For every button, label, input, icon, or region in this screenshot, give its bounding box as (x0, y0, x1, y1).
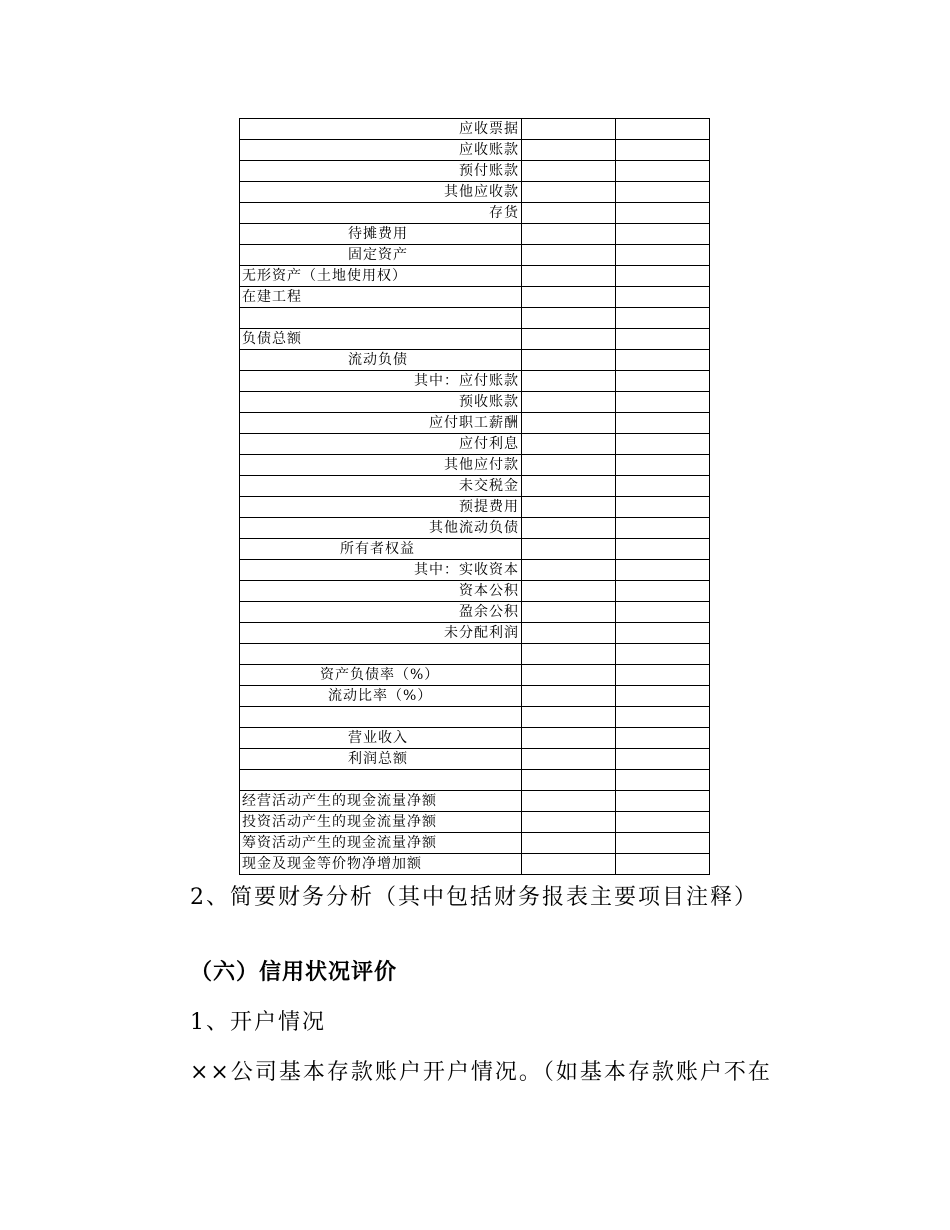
value-cell-1 (522, 434, 616, 455)
value-cell-1 (522, 749, 616, 770)
value-cell-1 (522, 287, 616, 308)
row-label: 筹资活动产生的现金流量净额 (240, 833, 522, 854)
row-label: 经营活动产生的现金流量净额 (240, 791, 522, 812)
value-cell-1 (522, 539, 616, 560)
table-row (240, 623, 710, 644)
row-label: 未交税金 (240, 476, 522, 497)
value-cell-2 (616, 812, 710, 833)
value-cell-1 (522, 812, 616, 833)
financial-analysis-heading: 2、简要财务分析（其中包括财务报表主要项目注释） (190, 885, 758, 910)
value-cell-1 (522, 497, 616, 518)
value-cell-2 (616, 581, 710, 602)
row-label: 利润总额 (240, 749, 522, 770)
table-row (240, 812, 710, 833)
value-cell-2 (616, 644, 710, 665)
row-label: 应付利息 (240, 434, 522, 455)
table-row (240, 287, 710, 308)
row-label: 预提费用 (240, 497, 522, 518)
table-row (240, 413, 710, 434)
value-cell-2 (616, 833, 710, 854)
table-row (240, 854, 710, 875)
value-cell-1 (522, 833, 616, 854)
value-cell-2 (616, 182, 710, 203)
row-label: 预收账款 (240, 392, 522, 413)
account-opening-heading: 1、开户情况 (190, 1010, 326, 1035)
value-cell-1 (522, 455, 616, 476)
row-label: 现金及现金等价物净增加额 (240, 854, 522, 875)
value-cell-1 (522, 644, 616, 665)
table-row (240, 644, 710, 665)
row-label: 在建工程 (240, 287, 522, 308)
value-cell-1 (522, 329, 616, 350)
value-cell-2 (616, 371, 710, 392)
value-cell-1 (522, 392, 616, 413)
table-row (240, 539, 710, 560)
row-label: 营业收入 (240, 728, 522, 749)
value-cell-1 (522, 518, 616, 539)
value-cell-1 (522, 266, 616, 287)
value-cell-2 (616, 161, 710, 182)
row-label: 资本公积 (240, 581, 522, 602)
value-cell-1 (522, 413, 616, 434)
value-cell-2 (616, 791, 710, 812)
row-label: 预付账款 (240, 161, 522, 182)
row-label (240, 707, 522, 728)
value-cell-2 (616, 266, 710, 287)
value-cell-2 (616, 518, 710, 539)
value-cell-1 (522, 182, 616, 203)
row-label (240, 770, 522, 791)
value-cell-1 (522, 728, 616, 749)
value-cell-1 (522, 854, 616, 875)
value-cell-1 (522, 770, 616, 791)
table-row (240, 833, 710, 854)
value-cell-1 (522, 665, 616, 686)
row-label: 无形资产（土地使用权） (240, 266, 522, 287)
table-row (240, 350, 710, 371)
value-cell-2 (616, 350, 710, 371)
table-row (240, 770, 710, 791)
table-row (240, 371, 710, 392)
table-row (240, 749, 710, 770)
table-row (240, 182, 710, 203)
table-row (240, 602, 710, 623)
value-cell-1 (522, 245, 616, 266)
row-label: 流动比率（%） (240, 686, 522, 707)
table-row (240, 266, 710, 287)
value-cell-1 (522, 203, 616, 224)
table-row (240, 707, 710, 728)
table-row (240, 665, 710, 686)
account-opening-body: ××公司基本存款账户开户情况。（如基本存款账户不在 (190, 1060, 772, 1085)
row-label: 盈余公积 (240, 602, 522, 623)
value-cell-2 (616, 203, 710, 224)
table-row (240, 791, 710, 812)
value-cell-1 (522, 119, 616, 140)
table-row (240, 434, 710, 455)
value-cell-1 (522, 161, 616, 182)
value-cell-2 (616, 245, 710, 266)
value-cell-2 (616, 413, 710, 434)
value-cell-1 (522, 581, 616, 602)
table-row (240, 161, 710, 182)
row-label (240, 308, 522, 329)
value-cell-1 (522, 707, 616, 728)
value-cell-2 (616, 560, 710, 581)
value-cell-2 (616, 623, 710, 644)
value-cell-1 (522, 602, 616, 623)
row-label: 投资活动产生的现金流量净额 (240, 812, 522, 833)
table-row (240, 476, 710, 497)
row-label: 负债总额 (240, 329, 522, 350)
value-cell-1 (522, 371, 616, 392)
value-cell-2 (616, 770, 710, 791)
value-cell-2 (616, 392, 710, 413)
row-label: 其中：实收资本 (240, 560, 522, 581)
value-cell-2 (616, 728, 710, 749)
value-cell-1 (522, 476, 616, 497)
table-row (240, 140, 710, 161)
value-cell-2 (616, 497, 710, 518)
value-cell-2 (616, 749, 710, 770)
row-label: 应收账款 (240, 140, 522, 161)
table-row (240, 245, 710, 266)
table-row (240, 119, 710, 140)
financial-table (239, 118, 710, 875)
row-label: 未分配利润 (240, 623, 522, 644)
value-cell-2 (616, 686, 710, 707)
table-row (240, 728, 710, 749)
value-cell-2 (616, 224, 710, 245)
value-cell-2 (616, 455, 710, 476)
table-row (240, 686, 710, 707)
row-label: 待摊费用 (240, 224, 522, 245)
row-label: 其他应付款 (240, 455, 522, 476)
value-cell-2 (616, 308, 710, 329)
value-cell-1 (522, 350, 616, 371)
value-cell-2 (616, 140, 710, 161)
table-row (240, 455, 710, 476)
value-cell-1 (522, 224, 616, 245)
value-cell-2 (616, 287, 710, 308)
table-row (240, 560, 710, 581)
table-row (240, 581, 710, 602)
value-cell-2 (616, 119, 710, 140)
value-cell-1 (522, 308, 616, 329)
row-label: 其他应收款 (240, 182, 522, 203)
value-cell-1 (522, 791, 616, 812)
row-label: 其他流动负债 (240, 518, 522, 539)
value-cell-2 (616, 854, 710, 875)
value-cell-2 (616, 539, 710, 560)
financial-table-body (240, 119, 710, 875)
table-row (240, 518, 710, 539)
row-label: 应付职工薪酬 (240, 413, 522, 434)
value-cell-2 (616, 707, 710, 728)
value-cell-2 (616, 434, 710, 455)
table-row (240, 497, 710, 518)
row-label: 存货 (240, 203, 522, 224)
table-row (240, 392, 710, 413)
table-row (240, 224, 710, 245)
value-cell-2 (616, 665, 710, 686)
row-label: 流动负债 (240, 350, 522, 371)
row-label: 所有者权益 (240, 539, 522, 560)
value-cell-1 (522, 686, 616, 707)
table-row (240, 329, 710, 350)
row-label: 应收票据 (240, 119, 522, 140)
row-label: 资产负债率（%） (240, 665, 522, 686)
value-cell-2 (616, 476, 710, 497)
row-label (240, 644, 522, 665)
value-cell-2 (616, 329, 710, 350)
value-cell-1 (522, 623, 616, 644)
table-row (240, 308, 710, 329)
row-label: 固定资产 (240, 245, 522, 266)
row-label: 其中：应付账款 (240, 371, 522, 392)
credit-evaluation-section-title: （六）信用状况评价 (190, 960, 398, 985)
table-row (240, 203, 710, 224)
value-cell-1 (522, 140, 616, 161)
value-cell-2 (616, 602, 710, 623)
value-cell-1 (522, 560, 616, 581)
